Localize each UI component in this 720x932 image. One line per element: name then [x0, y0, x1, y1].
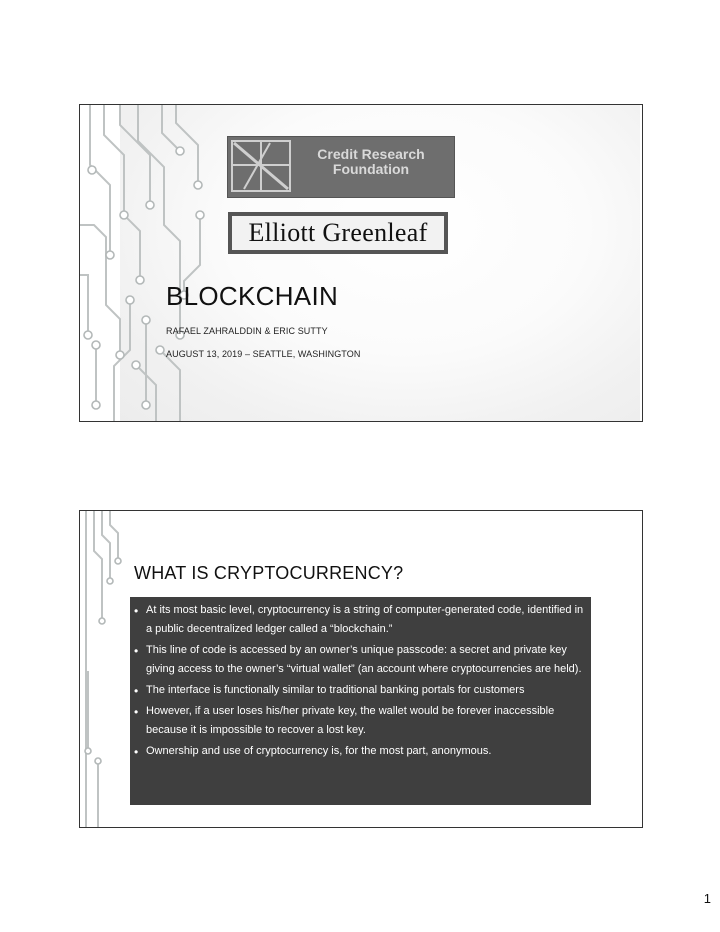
page-number: 1 — [703, 891, 711, 906]
crf-logo-text: Credit Research Foundation — [317, 146, 425, 177]
list-item: • However, if a user loses his/her private key, the wallet would be forever inaccessible because it is impossible to recover a lost key. — [134, 705, 555, 736]
eg-logo-text: Elliott Greenleaf — [231, 215, 445, 251]
date-location: AUGUST 13, 2019 – SEATTLE, WASHINGTON — [166, 349, 361, 359]
bullet-icon: • — [134, 684, 139, 698]
list-item: • This line of code is accessed by an owner’s unique passcode: a secret and private key giving access to the owner’s “virtual wallet” (an account where cryptocurrencies are held). — [134, 644, 582, 675]
bullet-icon: • — [134, 604, 139, 618]
list-item: • The interface is functionally similar to traditional banking portals for customers — [134, 681, 585, 700]
bullet-icon: • — [134, 745, 139, 759]
list-item: • At its most basic level, cryptocurrency is a string of computer-generated code, identified in a public decentralized ledger called a “blockchain.” — [134, 604, 584, 635]
bullet-icon: • — [134, 705, 139, 719]
slide-title: WHAT IS CRYPTOCURRENCY? — [134, 563, 404, 583]
bullet-list — [130, 597, 591, 805]
title-slide — [79, 104, 643, 422]
credit-research-foundation-logo — [227, 136, 455, 198]
crf-emblem-icon — [230, 139, 294, 193]
slide-title: BLOCKCHAIN — [166, 281, 339, 311]
list-item: • Ownership and use of cryptocurrency is, for the most part, anonymous. — [134, 742, 585, 761]
authors: RAFAEL ZAHRALDDIN & ERIC SUTTY — [166, 326, 328, 336]
content-slide — [79, 510, 643, 828]
circuit-decoration-icon — [80, 105, 220, 421]
bullet-icon: • — [134, 644, 139, 658]
elliott-greenleaf-logo — [228, 212, 448, 254]
